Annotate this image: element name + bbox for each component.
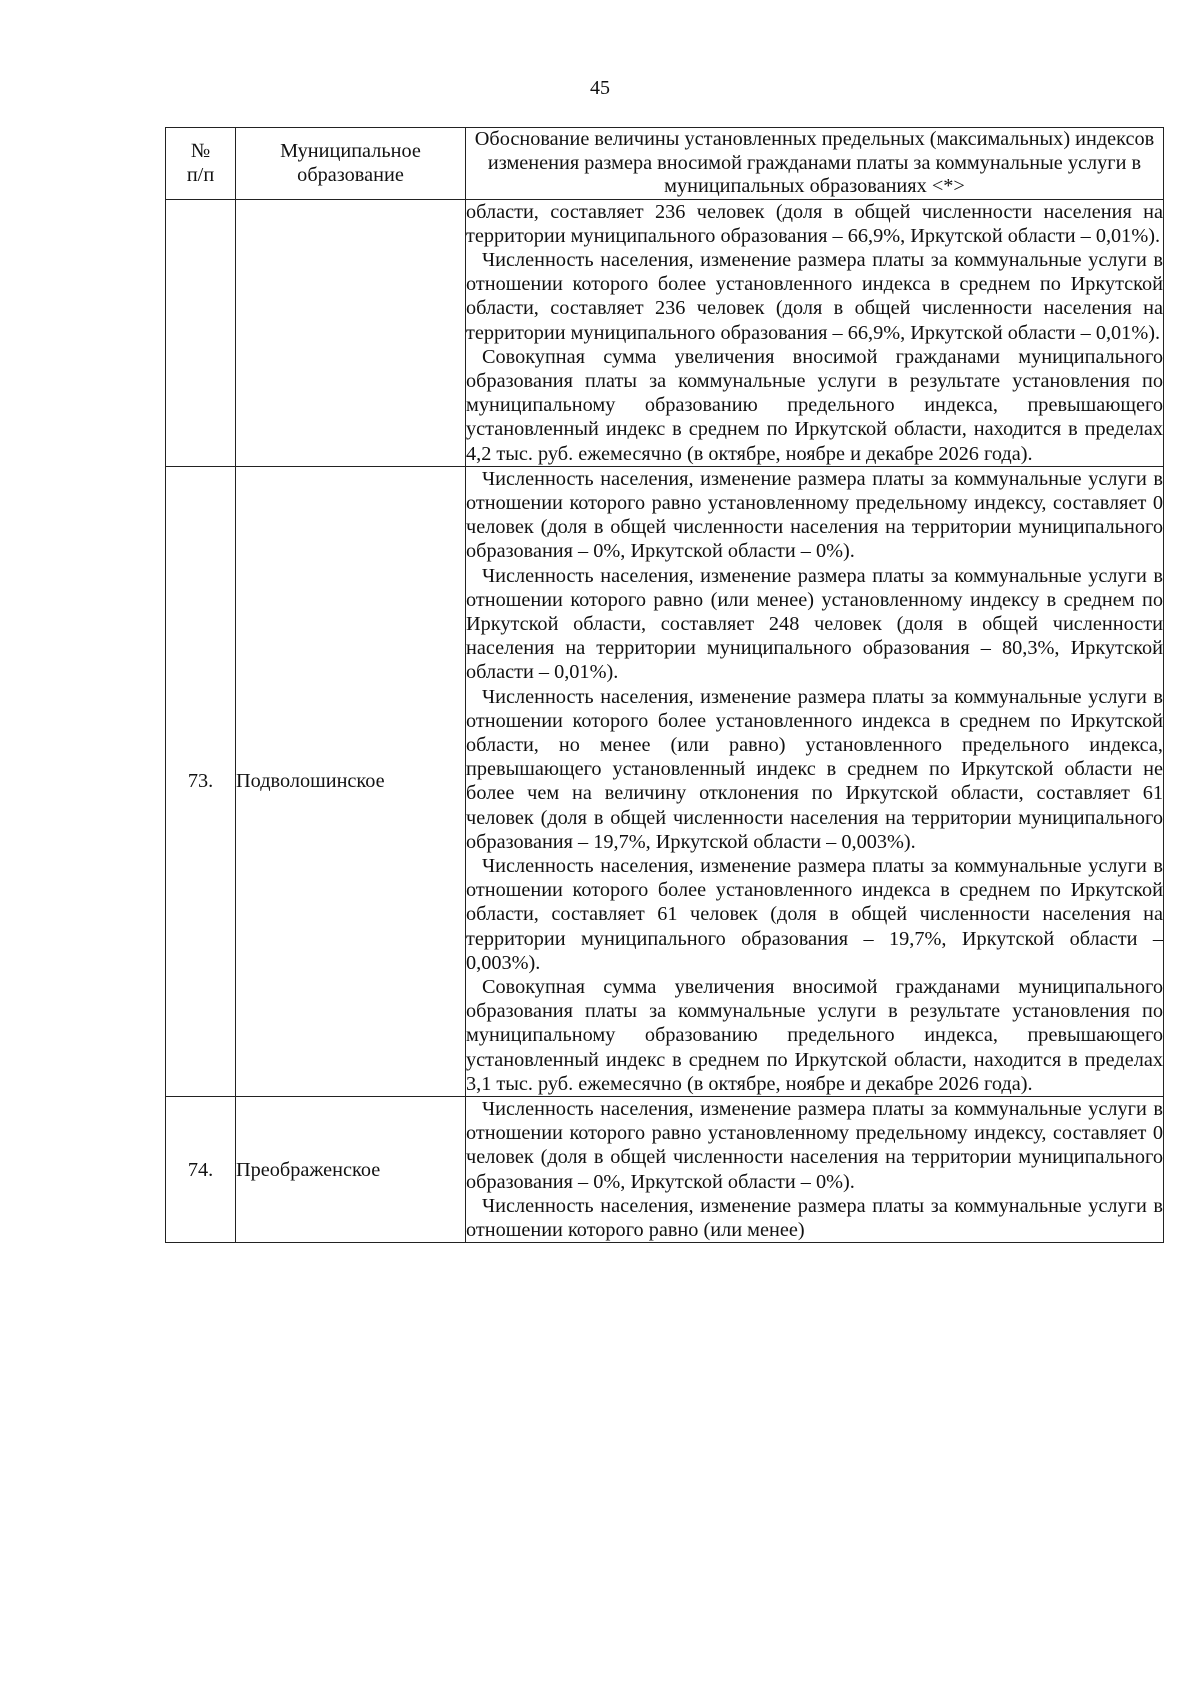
row-description: [466, 1097, 1164, 1243]
description-paragraph: Численность населения, изменение размера платы за коммунальные услуги в отношении которого равно (или менее): [466, 1194, 1163, 1242]
description-paragraph: Численность населения, изменение размера платы за коммунальные услуги в отношении которого более установленного индекса в среднем по Иркутской области, составляет 236 человек (доля в общей численности населения на территории муниципального образования – 66,9%, Иркутской области – 0,01%).: [466, 248, 1163, 344]
row-description: [466, 199, 1164, 466]
header-number-line-2: п/п: [186, 164, 215, 187]
description-paragraph: Совокупная сумма увеличения вносимой гражданами муниципального образования платы за коммунальные услуги в результате установления по муниципальному образованию предельного индекса, превышающего установленный индекс в среднем по Иркутской области, находится в пределах 4,2 тыс. руб. ежемесячно (в октябре, ноябре и декабре 2026 года).: [466, 345, 1163, 465]
row-number: [166, 199, 236, 466]
table-row: [166, 1097, 1164, 1243]
row-municipality: [236, 199, 466, 466]
description-paragraph: области, составляет 236 человек (доля в общей численности населения на территории муниципального образования – 66,9%, Иркутской области – 0,01%).: [466, 200, 1163, 247]
table-row: [166, 466, 1164, 1096]
row-description: [466, 466, 1164, 1096]
header-municipality-line-1: Муниципальное: [280, 140, 421, 163]
row-number: 74.: [166, 1097, 236, 1243]
justification-table: [165, 127, 1164, 1243]
description-paragraph: Совокупная сумма увеличения вносимой гражданами муниципального образования платы за коммунальные услуги в результате установления по муниципальному образованию предельного индекса, превышающего установленный индекс в среднем по Иркутской области, находится в пределах 3,1 тыс. руб. ежемесячно (в октябре, ноябре и декабре 2026 года).: [466, 976, 1163, 1095]
description-paragraph: Численность населения, изменение размера платы за коммунальные услуги в отношении которого равно установленному предельному индексу, составляет 0 человек (доля в общей численности населения на территории муниципального образования – 0%, Иркутской области – 0%).: [466, 1098, 1163, 1193]
table-row: [166, 199, 1164, 466]
table-header-row: [166, 128, 1164, 200]
row-municipality: Подволошинское: [236, 466, 466, 1096]
description-paragraph: Численность населения, изменение размера платы за коммунальные услуги в отношении которого более установленного индекса в среднем по Иркутской области, но менее (или равно) установленного предельного индекса, превышающего установленный индекс в среднем по Иркутской области не более чем на величину отклонения по Иркутской области, составляет 61 человек (доля в общей численности населения на территории муниципального образования – 19,7%, Иркутской области – 0,003%).: [466, 685, 1163, 853]
header-municipality: [236, 128, 466, 200]
header-number: [166, 128, 236, 200]
header-municipality-line-2: образование: [297, 164, 404, 187]
header-number-line-1: №: [190, 140, 211, 163]
row-municipality: Преображенское: [236, 1097, 466, 1243]
row-number: 73.: [166, 466, 236, 1096]
header-description: Обоснование величины установленных предельных (максимальных) индексов изменения размера вносимой гражданами платы за коммунальные услуги в муниципальных образованиях <*>: [466, 128, 1164, 200]
page-number: 45: [590, 77, 610, 99]
description-paragraph: Численность населения, изменение размера платы за коммунальные услуги в отношении которого равно (или менее) установленному индексу в среднем по Иркутской области, составляет 248 человек (доля в общей численности населения на территории муниципального образования – 80,3%, Иркутской области – 0,01%).: [466, 564, 1163, 684]
description-paragraph: Численность населения, изменение размера платы за коммунальные услуги в отношении которого более установленного индекса в среднем по Иркутской области, составляет 61 человек (доля в общей численности населения на территории муниципального образования – 19,7%, Иркутской области – 0,003%).: [466, 854, 1163, 974]
description-paragraph: Численность населения, изменение размера платы за коммунальные услуги в отношении которого равно установленному предельному индексу, составляет 0 человек (доля в общей численности населения на территории муниципального образования – 0%, Иркутской области – 0%).: [466, 467, 1163, 563]
